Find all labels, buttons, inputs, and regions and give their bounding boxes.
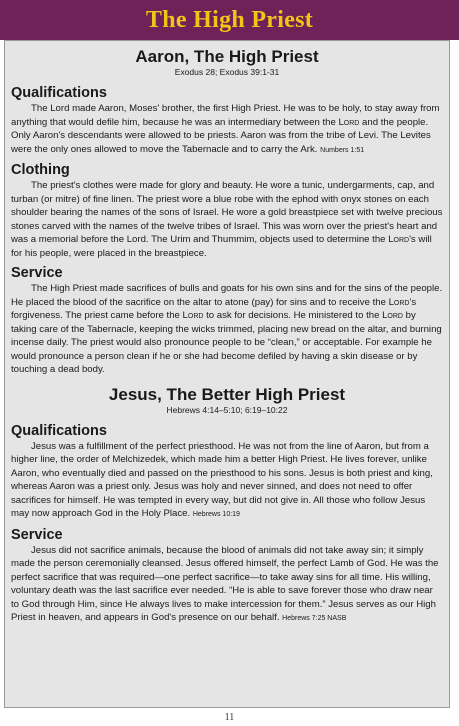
jesus-service-heading: Service xyxy=(11,526,63,543)
scripture-ref: Hebrews 10:19 xyxy=(192,511,240,518)
aaron-qualifications-heading: Qualifications xyxy=(11,85,107,101)
jesus-title: Jesus, The Better High Priest xyxy=(108,384,346,404)
page-title: The High Priest xyxy=(145,7,314,33)
scripture-ref: Numbers 1:51 xyxy=(320,146,365,154)
jesus-qualifications-heading: Qualifications xyxy=(11,422,107,439)
aaron-section xyxy=(11,47,443,377)
aaron-clothing-heading: Clothing xyxy=(11,162,70,178)
aaron-qualifications-text: The Lord made Aaron, Moses' brother, the first High Priest. He was to be holy, to stay away from anything that would defile him, because he was an intermediary between the Lord and the people. Only Aaron's descendants were allowed to be priests. Aaron was from the tribe of Levi. The Levites were the only ones allowed to move the Tabernacle and to carry the Ark. Numbers 1:51 xyxy=(11,103,440,155)
aaron-service-heading: Service xyxy=(11,265,63,281)
content-panel xyxy=(4,40,450,708)
title-banner xyxy=(0,0,459,40)
scripture-ref: Hebrews 7:25 NASB xyxy=(282,615,347,622)
aaron-clothing-text: The priest's clothes were made for glory and beauty. He wore a tunic, undergarments, cap, and turban (or mitre) of fine linen. The priest wore a blue robe with the ephod with onyx stones on each shoulder bearing the names of the sons of Israel. He wore a gold breastpiece set with twelve precious stones carved with the names of the twelve tribes of Israel. This was worn over the priest's heart and was a memorial before the Lord. The Urim and Thummim, objects used to determine the Lord's will for his people, were placed in the breastpiece. xyxy=(11,180,443,259)
page-number: 11 xyxy=(224,712,235,723)
content-inner xyxy=(11,41,443,630)
jesus-service-text: Jesus did not sacrifice animals, because the blood of animals did not take away sin; it simply made the person ceremonially cleansed. Jesus offered himself, the perfect Lamb of God. He was the perfect sacrifice that was required—one perfect sacrifice—to take away sins for all time. His willing, voluntary death was the last sacrifice ever needed. “He is able to save forever those who draw near to God through Him, since He always lives to make intercession for them.” Jesus serves as our High Priest in heaven, and appears in God's presence on our behalf. Hebrews 7:25 NASB xyxy=(11,544,439,623)
jesus-qualifications-text: Jesus was a fulfillment of the perfect priesthood. He was not from the line of Aaron, but from a higher line, the order of Melchizedek, which made him a better High Priest. He lives forever, unlike Aaron, who eventually died and passed on the priesthood to his sons. Jesus is both priest and king, whereas Aaron was a priest only. Jesus was holy and never sinned, and does not need to offer sacrifices for himself. He was tempted in every way, but did not give in. All those who follow Jesus may now approach God in the Holy Place. Hebrews 10:19 xyxy=(11,440,433,519)
aaron-title: Aaron, The High Priest xyxy=(135,47,319,66)
aaron-reference: Exodus 28; Exodus 39:1-31 xyxy=(174,67,280,77)
jesus-reference: Hebrews 4:14–5:10; 6:19–10:22 xyxy=(166,404,288,415)
jesus-section xyxy=(11,385,443,626)
aaron-service-text: The High Priest made sacrifices of bulls and goats for his own sins and for the sins of the people. He placed the blood of the sacrifice on the altar to atone (pay) for sins and to receive the Lord's forgiveness. The priest came before the Lord to ask for decisions. He ministered to the Lord by taking care of the Tabernacle, keeping the wicks trimmed, placing new bread on the altar, and burning incense daily. The priest would also pronounce people to be “clean,” or acceptable. For example he would pronounce a person clean if he or she had become defiled by having a skin disease or by touching a dead body. xyxy=(11,283,443,375)
